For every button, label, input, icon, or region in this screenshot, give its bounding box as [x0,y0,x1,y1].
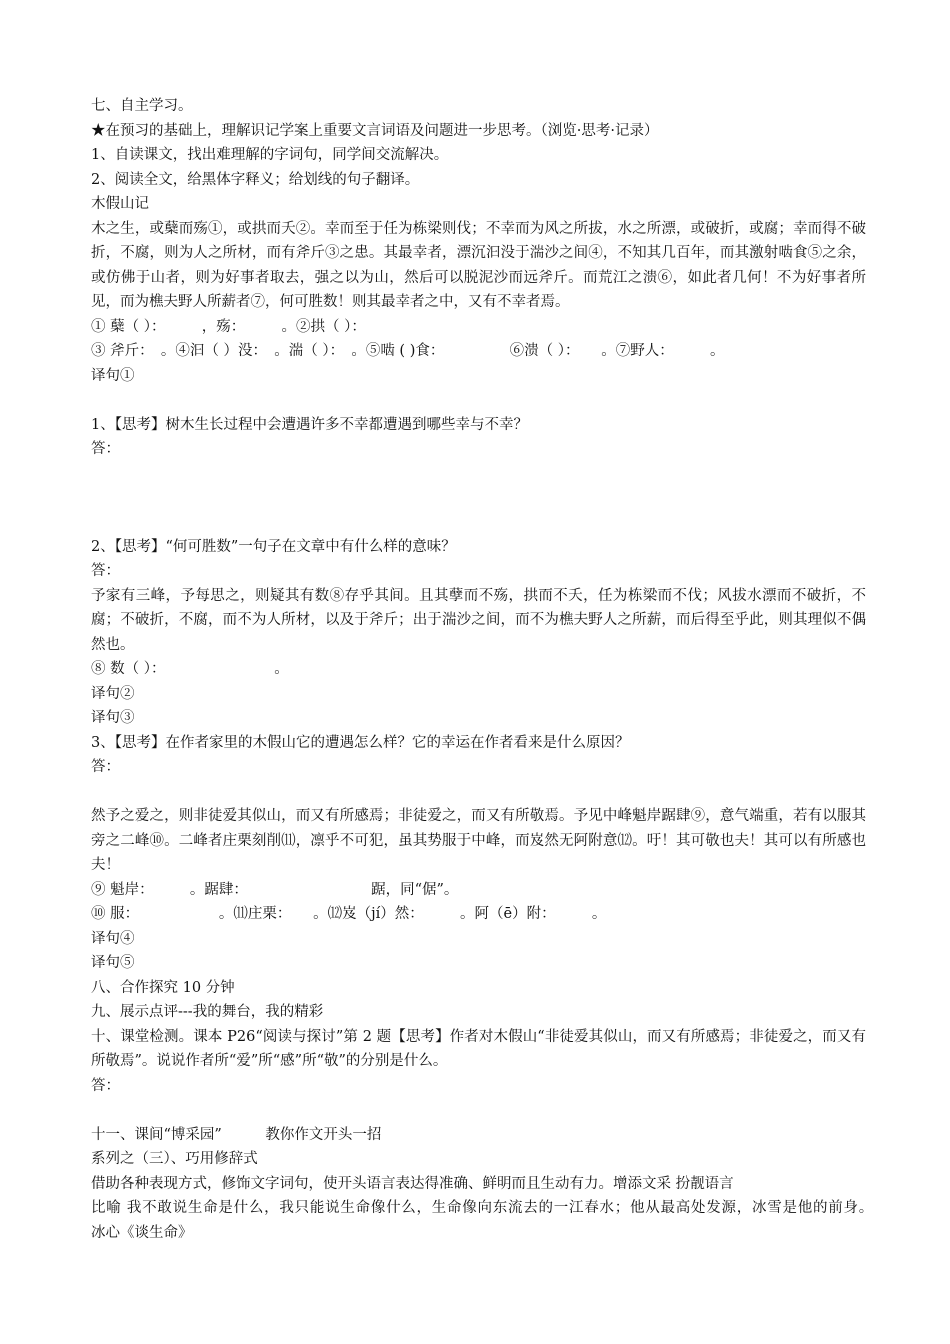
question-3: 3、【思考】在作者家里的木假山它的遭遇怎么样？它的幸运在作者看来是什么原因？ [91,734,630,751]
document-page [91,94,895,1245]
answer-4: 答： [91,1077,120,1094]
section-10-heading: 十、课堂检测。课本 P26“阅读与探讨”第 2 题【思考】作者对木假山“非徒爱其似山，而又有所感焉；非徒爱之，而又有所敬焉”。说说作者所“爱”所“感”所“敬”的分别是什么。 [91,1028,866,1069]
answer-2: 答： [91,563,120,579]
answer-space [91,462,866,535]
answer-1: 答： [91,441,120,457]
translate-2: 译句② [91,685,135,702]
instruction-line: ★在预习的基础上，理解识记学案上重要文言词语及问题进一步思考。（浏览·思考·记录） [91,122,659,139]
gloss-line-2: ③ 斧斤： 。④汩（ ）没： 。湍（ ）： 。⑤啮 ( )食： ⑥溃（ ）： 。⑦野人： 。 [91,343,725,359]
answer-3: 答： [91,759,120,775]
series-heading: 系列之（三）、巧用修辞式 [91,1151,258,1167]
blank-space [91,1098,866,1123]
translate-4: 译句④ [91,930,135,947]
gloss-line-1: ① 蘖（ ）： ，殇： 。②拱（ ）： [91,318,366,335]
task-2: 2、阅读全文，给黑体字释义；给划线的句子翻译。 [91,171,420,188]
passage-paragraph-3: 然予之爱之，则非徒爱其似山，而又有所感焉；非徒爱之，而又有所敬焉。予见中峰魁岸踞肆⑨，意气端重，若有以服其旁之二峰⑩。二峰者庄栗刻削⑾，凛乎不可犯，虽其势服于中峰，而岌然无阿附意⑿。吁！其可敬也夫！其可以有所感也夫！ [91,808,866,873]
technique-paragraph: 借助各种表现方式，修饰文字词句，使开头语言表达得准确、鲜明而且生动有力。增添文采 扮靓语言 [91,1175,734,1192]
translate-3: 译句③ [91,710,135,726]
passage-paragraph-1: 木之生，或蘖而殇①，或拱而夭②。幸而至于任为栋梁则伐；不幸而为风之所拔，水之所漂，或破折，或腐；幸而得不破折，不腐，则为人之所材，而有斧斤③之患。其最幸者，漂沉汩没于湍沙之间④，不知其几百年，而其激射啮食⑤之余，或仿佛于山者，则为好事者取去，强之以为山，然后可以脱泥沙而远斧斤。而荒江之溃⑥，如此者几何！不为好事者所见，而为樵夫野人所薪者⑦，何可胜数！则其最幸者之中，又有不幸者焉。 [91,220,866,310]
section-11-heading: 十一、课间“博采园” 教你作文开头一招 [91,1126,382,1143]
question-1: 1、【思考】树木生长过程中会遭遇许多不幸都遭遇到哪些幸与不幸？ [91,416,528,433]
section-8-heading: 八、合作探究 10 分钟 [91,979,235,996]
gloss-line-5: ⑩ 服： 。⑾庄栗： 。⑿岌（jí）然： 。阿（ē）附： 。 [91,906,607,922]
translate-1: 译句① [91,367,135,384]
text-title: 木假山记 [91,196,149,212]
gloss-line-3: ⑧ 数（ ）： 。 [91,661,289,677]
example-paragraph: 比喻 我不敢说生命是什么，我只能说生命像什么，生命像向东流去的一江春水；他从最高处发源，冰雪是他的前身。 冰心《谈生命》 [91,1200,895,1241]
section-7-heading: 七、自主学习。 [91,98,193,114]
task-1: 1、自读课文，找出难理解的字词句，同学间交流解决。 [91,147,449,163]
question-2: 2、【思考】“何可胜数”一句子在文章中有什么样的意味？ [91,538,456,555]
blank-space [91,780,866,805]
blank-space [91,388,866,413]
passage-paragraph-2: 予家有三峰，予每思之，则疑其有数⑧存乎其间。且其孽而不殇，拱而不夭，任为栋梁而不伐；风拔水漂而不破折，不腐；不破折，不腐，而不为人所材，以及于斧斤；出于湍沙之间，而不为樵夫野人之所薪，而后得至乎此，则其理似不偶然也。 [91,587,866,653]
translate-5: 译句⑤ [91,955,135,971]
section-9-heading: 九、展示点评---我的舞台，我的精彩 [91,1004,324,1020]
gloss-line-4: ⑨ 魁岸： 。踞肆： 踞，同“倨”。 [91,881,459,898]
